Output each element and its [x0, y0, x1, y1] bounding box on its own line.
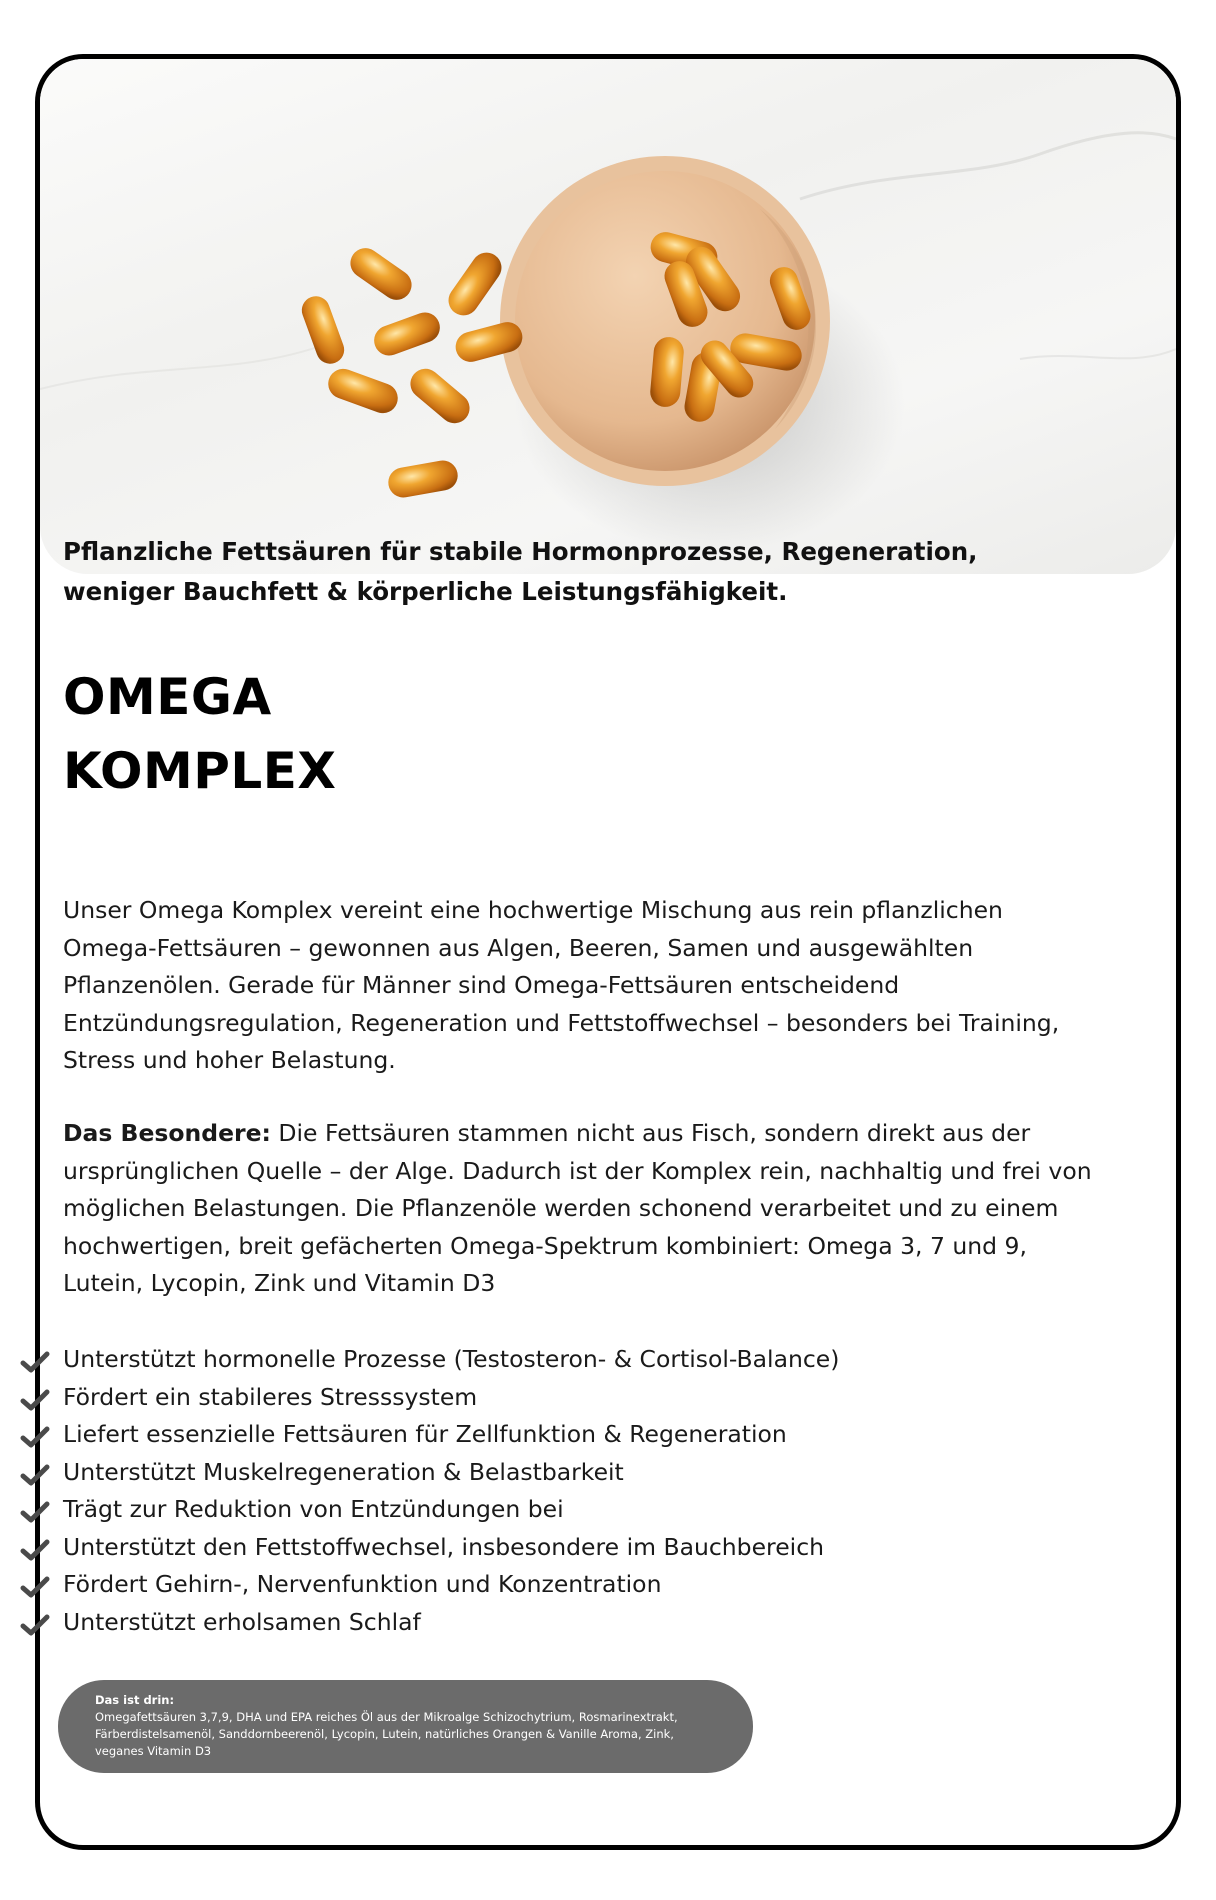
benefit-text: Fördert ein stabileres Stresssystem [63, 1382, 478, 1411]
special-label: Das Besondere: [63, 1119, 271, 1147]
check-icon [20, 1388, 50, 1412]
product-tagline: Pflanzliche Fettsäuren für stabile Hormonprozesse, Regeneration, weniger Bauchfett & körperliche Leistungsfähigkeit. [63, 537, 978, 606]
loose-capsules [298, 242, 526, 500]
benefit-item [20, 1491, 839, 1529]
benefit-item [20, 1454, 839, 1492]
benefit-text: Fördert Gehirn-, Nervenfunktion und Konzentration [63, 1570, 662, 1598]
benefit-text: Unterstützt erholsamen Schlaf [63, 1607, 421, 1636]
intro-paragraph: Unser Omega Komplex vereint eine hochwertige Mischung aus rein pflanzlichen Omega-Fettsäuren – gewonnen aus Algen, Beeren, Samen und ausgewählten Pflanzenölen. Gerade für Männer sind Omega-Fettsäuren entscheidend Entzündungsregulation, Regeneration und Fettstoffwechsel – besonders bei Training, Stress und hoher Belastung. [63, 896, 1060, 1074]
special-paragraph [63, 1115, 1093, 1303]
check-icon [20, 1425, 50, 1449]
benefit-text: Unterstützt den Fettstoffwechsel, insbesondere im Bauchbereich [63, 1532, 825, 1561]
ingredients-box [58, 1680, 753, 1773]
benefits-list [20, 1341, 839, 1641]
check-icon [20, 1538, 50, 1562]
benefit-item [20, 1416, 839, 1454]
ingredients-label: Das ist drin: [95, 1693, 175, 1707]
benefit-item [20, 1529, 839, 1567]
capsules-bowl-illustration [40, 59, 1176, 574]
check-icon [20, 1350, 50, 1374]
check-icon [20, 1463, 50, 1487]
benefit-item [20, 1341, 839, 1379]
benefit-item [20, 1604, 839, 1642]
check-icon [20, 1500, 50, 1524]
check-icon [20, 1613, 50, 1637]
benefit-item [20, 1566, 839, 1604]
check-icon [20, 1575, 50, 1599]
benefit-text: Liefert essenzielle Fettsäuren für Zellfunktion & Regeneration [63, 1420, 787, 1448]
hero-image [40, 59, 1176, 574]
title-line-2: KOMPLEX [63, 742, 337, 800]
benefit-text: Unterstützt hormonelle Prozesse (Testosteron- & Cortisol-Balance) [63, 1345, 840, 1373]
benefit-item [20, 1379, 839, 1417]
product-title [63, 660, 336, 808]
benefit-text: Unterstützt Muskelregeneration & Belastbarkeit [63, 1457, 624, 1486]
special-text: Die Fettsäuren stammen nicht aus Fisch, sondern direkt aus der ursprünglichen Quelle – der Alge. Dadurch ist der Komplex rein, nachhaltig und frei von möglichen Belastungen. Die Pflanzenöle werden schonend verarbeitet und zu einem hochwertigen, breit gefächerten Omega-Spektrum kombiniert: Omega 3, 7 und 9, Lutein, Lycopin, Zink und Vitamin D3 [63, 1119, 1092, 1297]
benefit-text: Trägt zur Reduktion von Entzündungen bei [63, 1495, 564, 1523]
title-line-1: OMEGA [63, 668, 272, 726]
ingredients-text: Omegafettsäuren 3,7,9, DHA und EPA reiches Öl aus der Mikroalge Schizochytrium, Rosmarinextrakt, Färberdistelsamenöl, Sanddornbeerenöl, Lycopin, Lutein, natürliches Orangen & Vanille Aroma, Zink, veganes Vitamin D3 [95, 1710, 678, 1758]
